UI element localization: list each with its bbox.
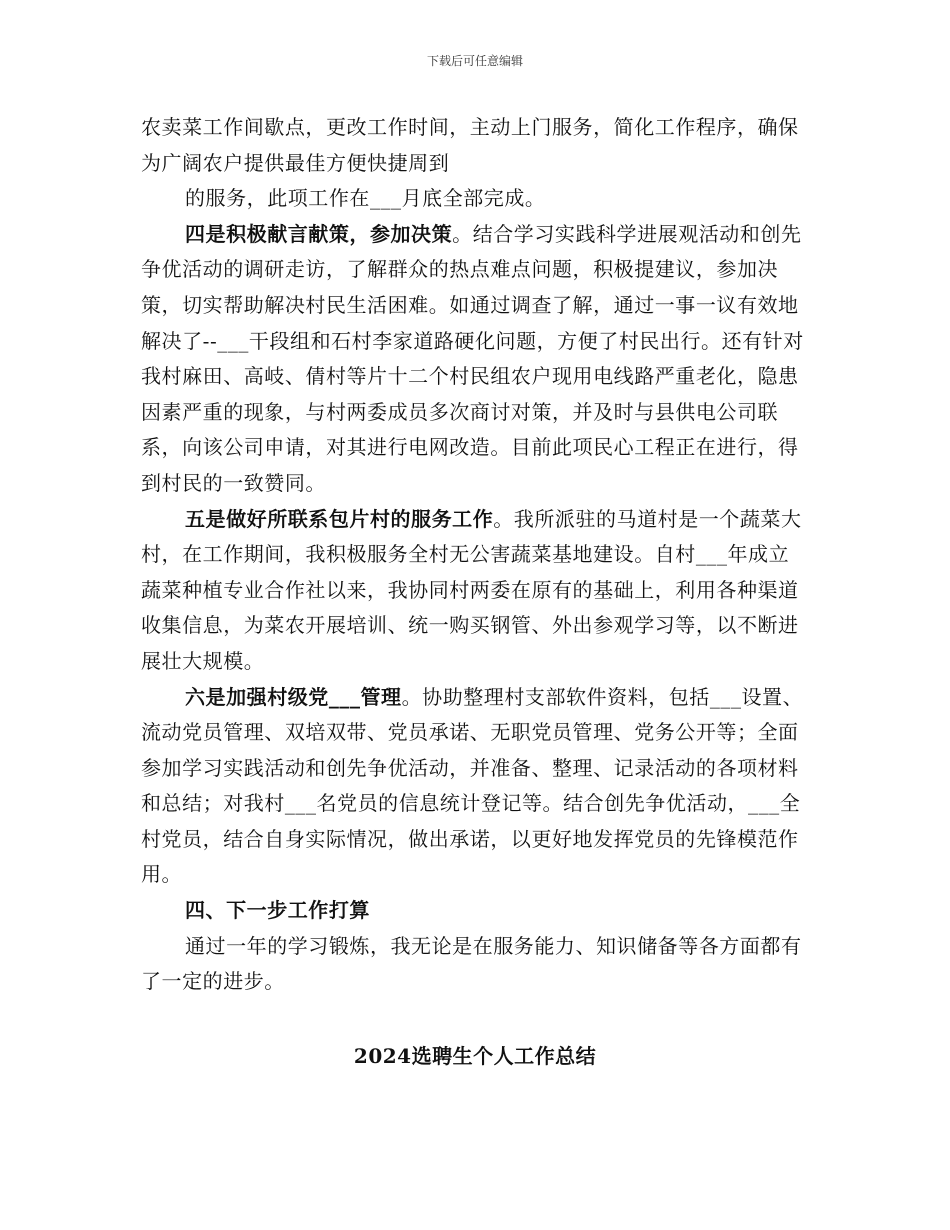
paragraph-4 — [141, 502, 809, 680]
paragraph-5-body: 。协助整理村支部软件资料，包括___设置、流动党员管理、双培双带、党员承诺、无职党员管理、党务公开等；全面参加学习实践活动和创先争优活动，并准备、整理、记录活动的各项材料和总结；对我村___名党员的信息统计登记等。结合创先争优活动，___全村党员，结合自身实际情况，做出承诺，以更好地发挥党员的先锋模范作用。 — [141, 684, 804, 887]
paragraph-5 — [141, 680, 809, 894]
section-heading: 四、下一步工作打算 — [185, 898, 370, 923]
paragraph-3-lead: 四是积极献言献策，参加决策 — [185, 221, 453, 246]
paragraph-7: 通过一年的学习锻炼，我无论是在服务能力、知识储备等各方面都有了一定的进步。 — [141, 933, 802, 994]
document-title: 2024选聘生个人工作总结 — [353, 1044, 597, 1068]
paragraph-5-lead: 六是加强村级党___管理 — [185, 684, 402, 709]
paragraph-3 — [141, 217, 809, 502]
paragraph-2: 的服务，此项工作在___月底全部完成。 — [185, 186, 546, 211]
paragraph-3-body: 。结合学习实践科学进展观活动和创先争优活动的调研走访，了解群众的热点难点问题，积极提建议，参加决策，切实帮助解决村民生活困难。如通过调查了解，通过一事一议有效地解决了--___干段组和石村李家道路硬化问题，方便了村民出行。还有针对我村麻田、高岐、倩村等片十二个村民组农户现用电线路严重老化，隐患因素严重的现象，与村两委成员多次商讨对策，并及时与县供电公司联系，向该公司申请，对其进行电网改造。目前此项民心工程正在进行，得到村民的一致赞同。 — [141, 221, 804, 495]
paragraph-4-body: 。我所派驻的马道村是一个蔬菜大村，在工作期间，我积极服务全村无公害蔬菜基地建设。自村___年成立蔬菜种植专业合作社以来，我协同村两委在原有的基础上，利用各种渠道收集信息，为菜农开展培训、统一购买钢管、外出参观学习等，以不断进展壮大规模。 — [141, 506, 802, 673]
paragraph-1: 农卖菜工作间歇点，更改工作时间，主动上门服务，简化工作程序，确保为广阔农户提供最佳方便快捷周到 — [141, 115, 799, 175]
page-header: 下载后可任意编辑 — [426, 54, 523, 68]
document-body — [141, 110, 809, 1000]
paragraph-4-lead: 五是做好所联系包片村的服务工作 — [185, 506, 494, 531]
